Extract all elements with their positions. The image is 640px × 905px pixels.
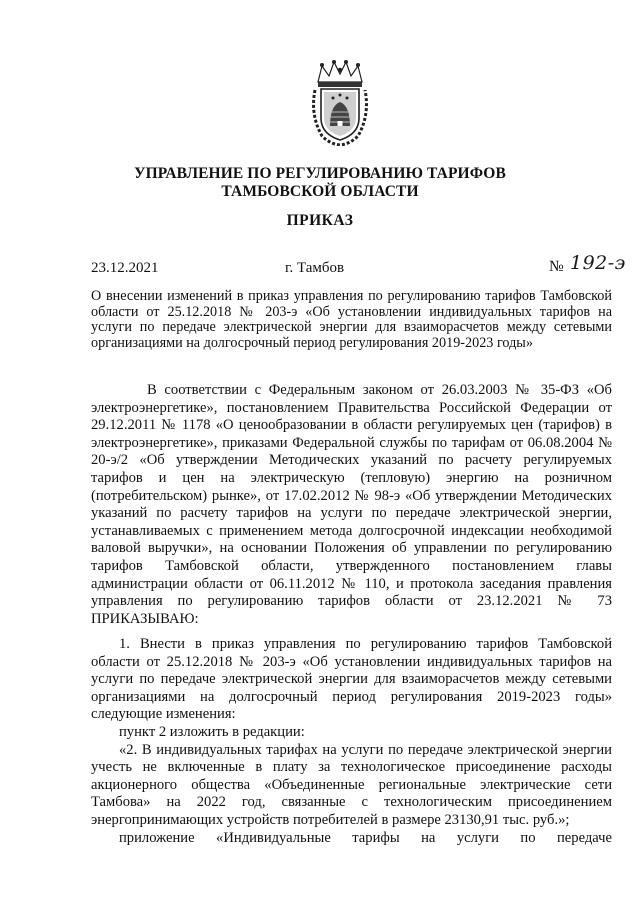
document-number-label: № <box>549 258 564 275</box>
document-date: 23.12.2021 <box>91 260 159 276</box>
document-number-handwritten: 192-э <box>570 252 626 274</box>
document-city: г. Тамбов <box>285 260 345 276</box>
order-item-1: 1. Внести в приказ управления по регулированию тарифов Тамбовской области от 25.12.2018 № 203-э «Об установлении индивидуальных тарифов на услуги по передаче электрической энергии для взаиморасчетов между сетевыми организациями на долгосрочный период регулирования 2019-2023 годы» следующие изменения: <box>91 636 612 723</box>
order-items-section <box>91 636 612 847</box>
organization-name-line1: УПРАВЛЕНИЕ ПО РЕГУЛИРОВАНИЮ ТАРИФОВ <box>134 165 506 182</box>
order-item-1-subpoint: пункт 2 изложить в редакции: <box>119 723 305 740</box>
organization-name-line2: ТАМБОВСКОЙ ОБЛАСТИ <box>221 183 419 200</box>
preamble-paragraph: В соответствии с Федеральным законом от 26.03.2003 № 35-ФЗ «Об электроэнергетике», постановлением Правительства Российской Федерации от 29.12.2011 № 1178 «О ценообразовании в области регулируемых цен (тарифов) в электроэнергетике», приказами Федеральной службы по тарифам от 06.08.2004 № 20-э/2 «Об утверждении Методических указаний по расчету регулируемых тарифов и цен на электрическую (тепловую) энергию на розничном (потребительском) рынке», от 17.02.2012 № 98-э «Об утверждении Методических указаний по расчету тарифов на услуги по передаче электрической энергии, устанавливаемых с применением метода долгосрочной индексации необходимой валовой выручки», на основании Положения об управлении по регулированию тарифов Тамбовской области, утвержденного постановлением главы администрации области от 06.11.2012 № 110, и протокола заседания правления управления по регулированию тарифов области от 23.12.2021 № 73 ПРИКАЗЫВАЮ: <box>91 382 612 627</box>
document-type-title: ПРИКАЗ <box>286 212 354 229</box>
preamble-section <box>91 382 612 628</box>
order-item-1-appendix: приложение «Индивидуальные тарифы на услуги по передаче <box>119 829 612 846</box>
order-item-1-quote: «2. В индивидуальных тарифах на услуги по передаче электрической энергии учесть не включенные в плату за технологическое присоединение расходы акционерного общества «Объединенные региональные электрические сети Тамбова» на 2022 год, связанные с технологическим присоединением энергопринимающих устройств потребителей в размере 23130,91 тыс. руб.»; <box>91 741 612 828</box>
document-subject: О внесении изменений в приказ управления по регулированию тарифов Тамбовской области от 25.12.2018 № 203-э «Об установлении индивидуальных тарифов на услуги по передаче электрической энергии для взаиморасчетов между сетевыми организациями на долгосрочный период регулирования 2019-2023 годы» <box>91 288 612 351</box>
coat-of-arms-icon <box>312 60 368 146</box>
